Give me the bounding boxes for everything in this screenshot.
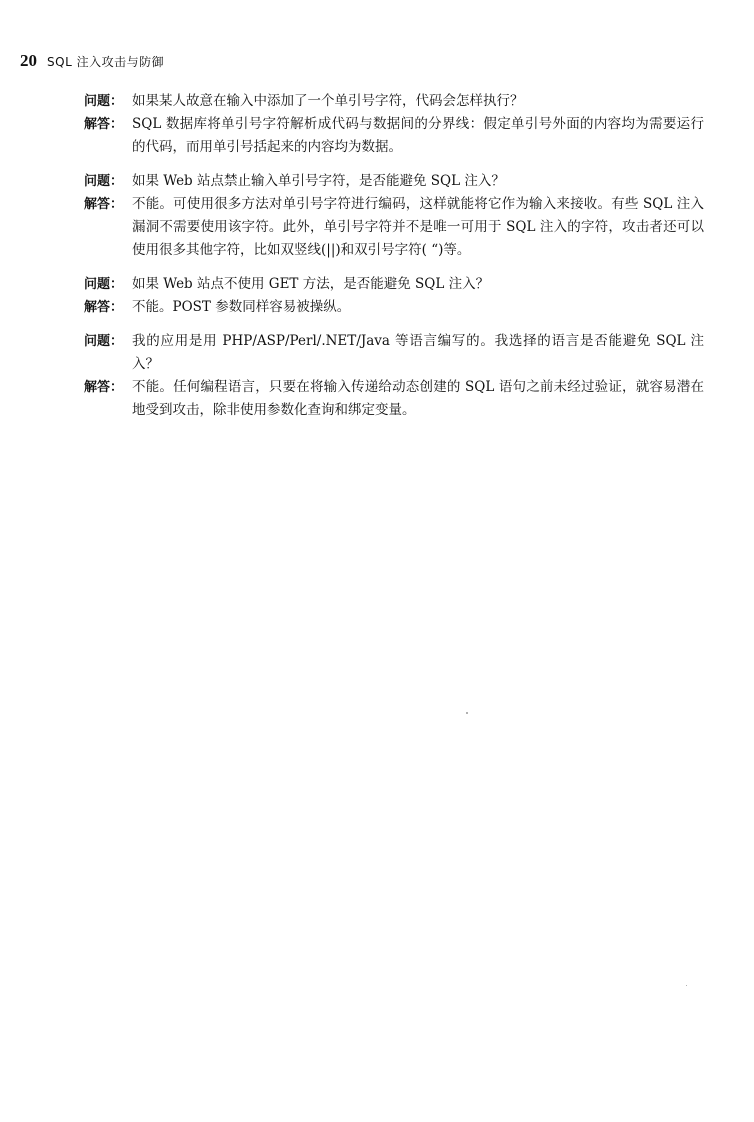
question-row: [84, 170, 704, 193]
question-text: 如果某人故意在输入中添加了一个单引号字符，代码会怎样执行？: [132, 93, 524, 109]
answer-text: SQL 数据库将单引号字符解析成代码与数据间的分界线：假定单引号外面的内容均为需要运行的代码，而用单引号括起来的内容均为数据。: [132, 116, 704, 155]
running-title: SQL 注入攻击与防御: [47, 55, 165, 69]
question-label: 问题：: [84, 277, 124, 292]
qa-item: [84, 170, 704, 262]
question-label: 问题：: [84, 94, 124, 109]
answer-row: [84, 296, 704, 319]
answer-text: 不能。可使用很多方法对单引号字符进行编码，这样就能将它作为输入来接收。有些 SQL 注入漏洞不需要使用该字符。此外，单引号字符并不是唯一可用于 SQL 注入的字符，攻击者还可以使用很多其他字符，比如双竖线(||)和双引号字符( “)等。: [132, 196, 704, 258]
answer-text: 不能。任何编程语言，只要在将输入传递给动态创建的 SQL 语句之前未经过验证，就容易潜在地受到攻击，除非使用参数化查询和绑定变量。: [132, 379, 704, 418]
scan-speck: [466, 712, 468, 714]
answer-label: 解答：: [84, 117, 124, 132]
answer-row: [84, 376, 704, 422]
question-row: [84, 90, 704, 113]
qa-item: [84, 90, 704, 159]
question-text: 我的应用是用 PHP/ASP/Perl/.NET/Java 等语言编写的。我选择的语言是否能避免 SQL 注入？: [132, 333, 704, 372]
answer-label: 解答：: [84, 197, 124, 212]
question-text: 如果 Web 站点禁止输入单引号字符，是否能避免 SQL 注入？: [132, 173, 505, 189]
answer-row: [84, 193, 704, 262]
answer-text: 不能。POST 参数同样容易被操纵。: [132, 299, 351, 315]
page-header: [20, 51, 164, 71]
answer-label: 解答：: [84, 380, 124, 395]
question-text: 如果 Web 站点不使用 GET 方法，是否能避免 SQL 注入？: [132, 276, 490, 292]
answer-label: 解答：: [84, 300, 124, 315]
scan-speck: [686, 985, 687, 986]
question-label: 问题：: [84, 174, 124, 189]
question-label: 问题：: [84, 334, 124, 349]
qa-list: [84, 90, 704, 433]
question-row: [84, 273, 704, 296]
qa-item: [84, 273, 704, 319]
answer-row: [84, 113, 704, 159]
page-number: 20: [20, 51, 37, 70]
question-row: [84, 330, 704, 376]
qa-item: [84, 330, 704, 422]
